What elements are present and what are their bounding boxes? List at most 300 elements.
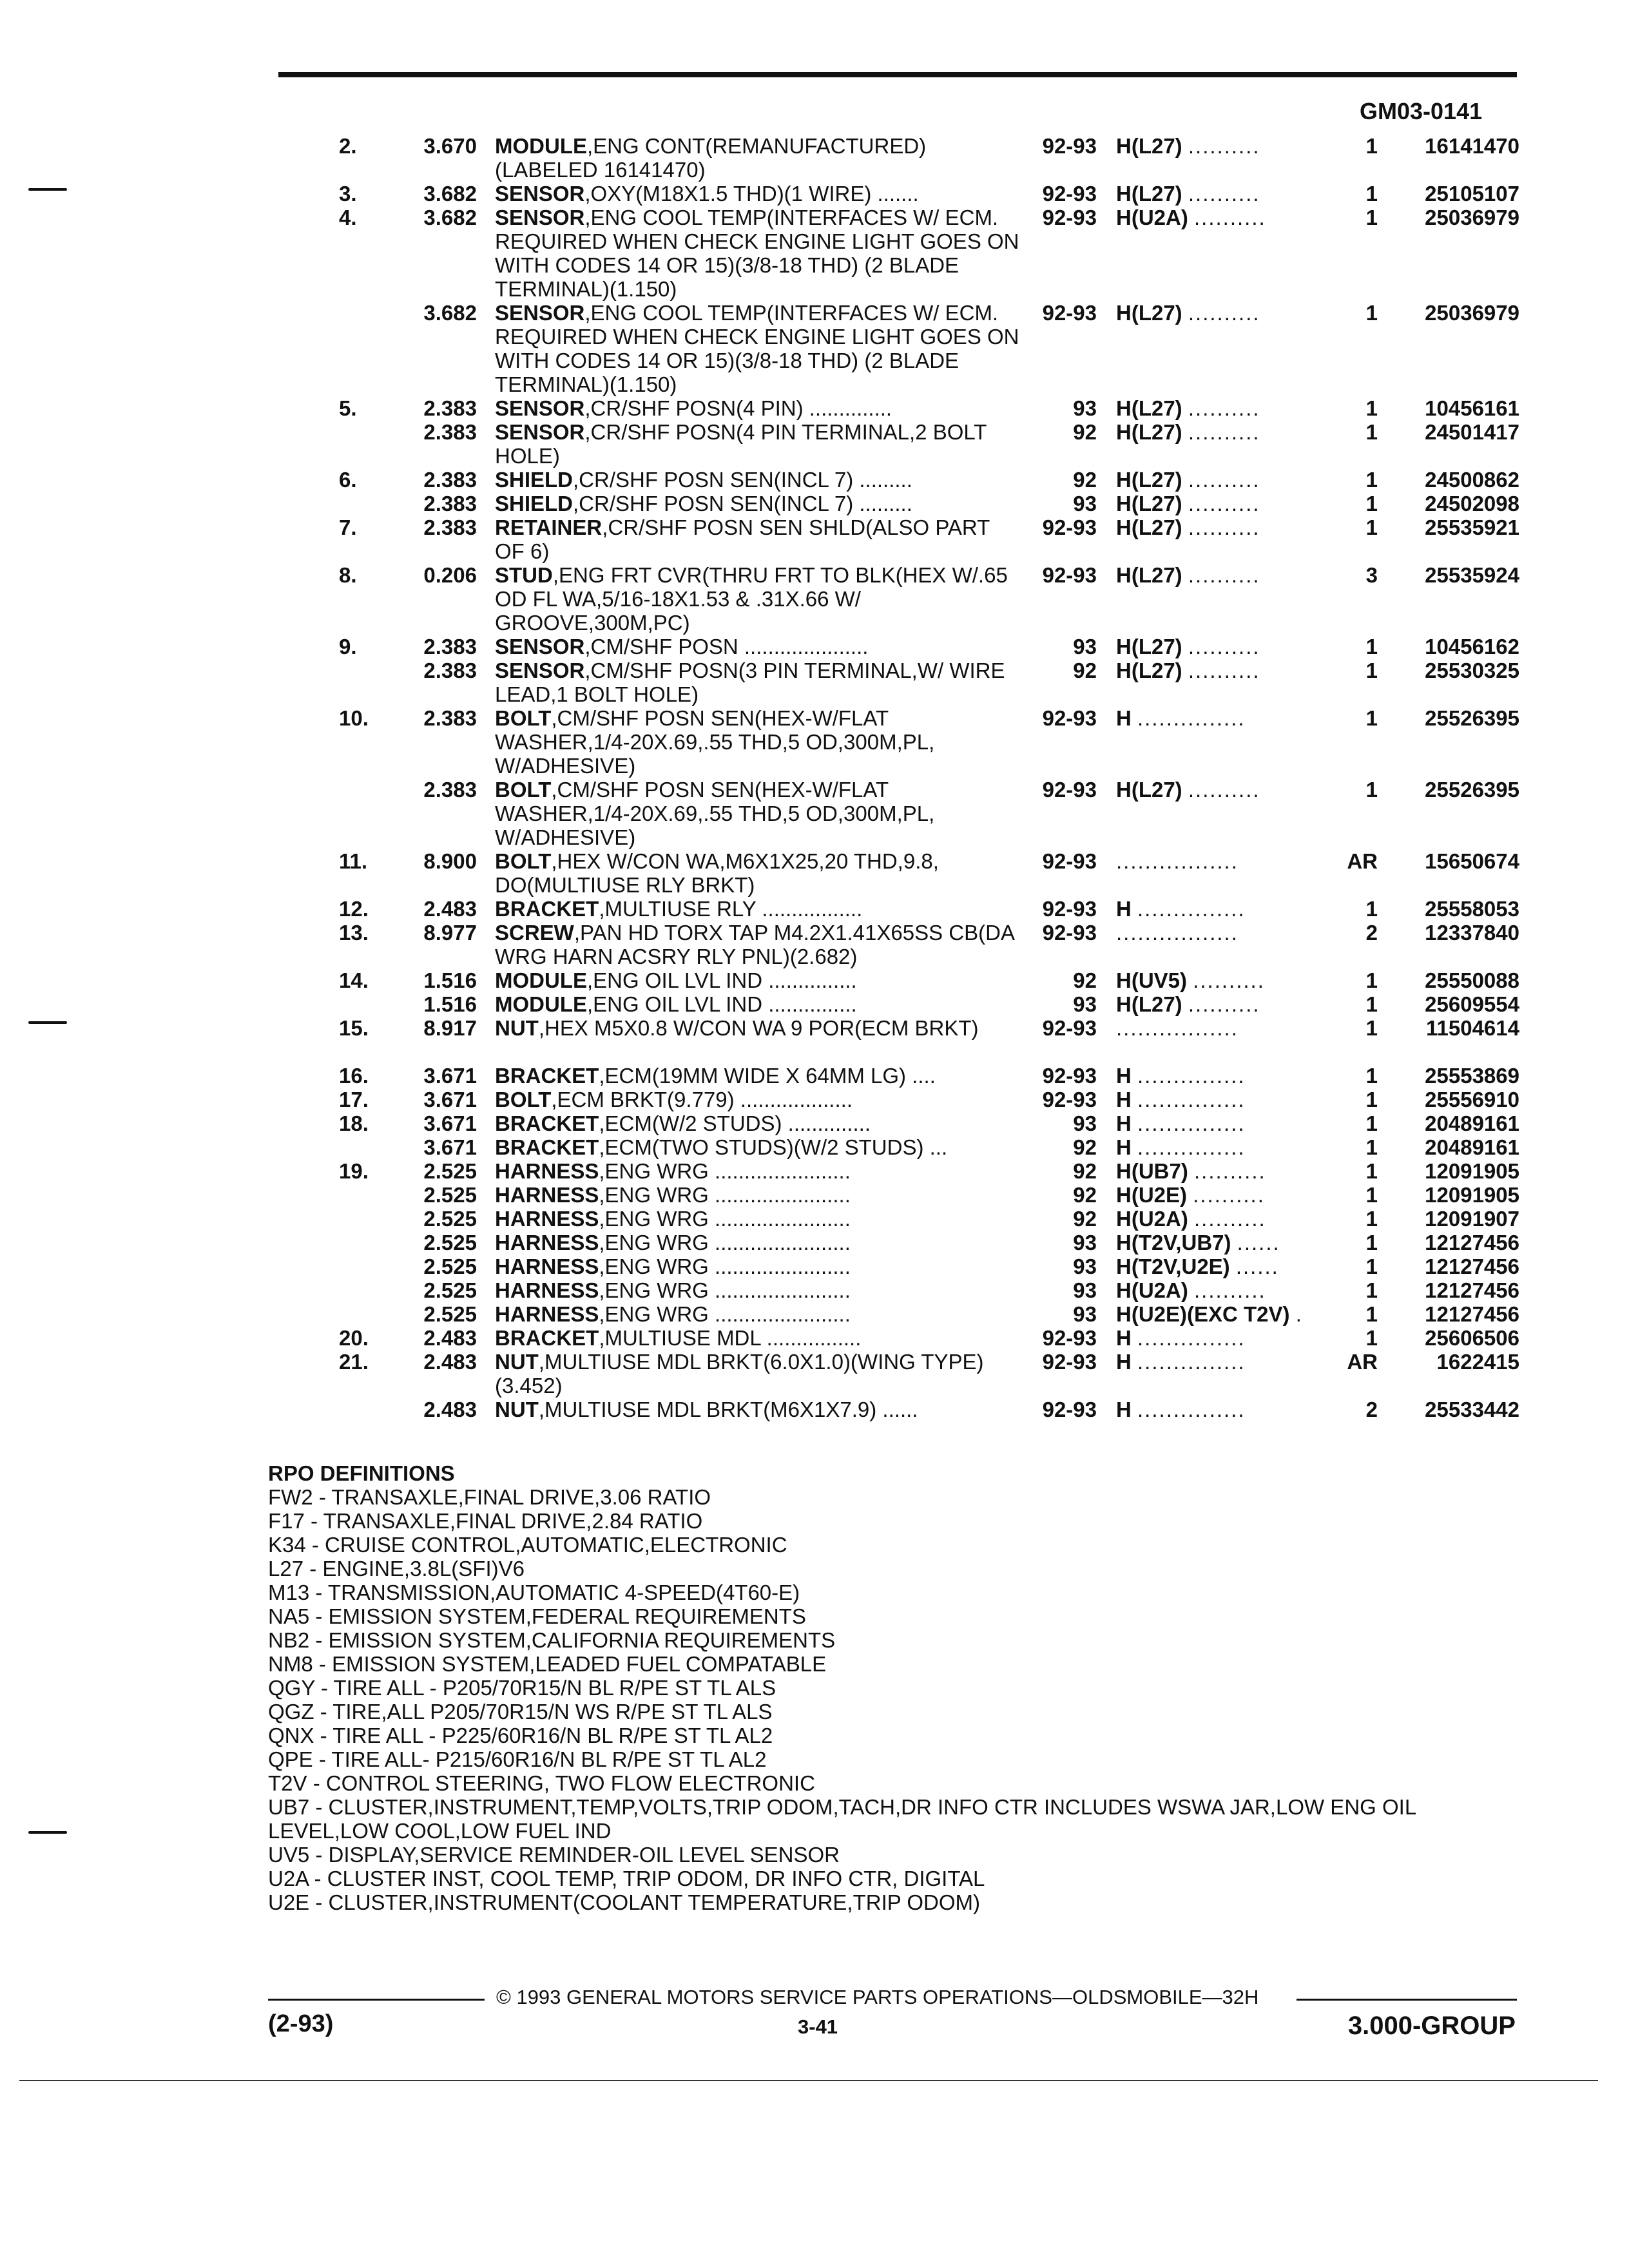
- part-name: BOLT: [495, 706, 552, 730]
- group-number: 2.525: [423, 1231, 477, 1254]
- rpo-definitions: [268, 1461, 1525, 1914]
- application: [1116, 897, 1246, 921]
- application: [1116, 515, 1260, 539]
- group-number: 2.383: [423, 706, 477, 730]
- leader-dots: ..........: [1188, 515, 1260, 539]
- part-name: HARNESS: [495, 1278, 599, 1302]
- application-code: H(T2V,UB7): [1116, 1231, 1231, 1254]
- ref-number: 13.: [339, 921, 369, 945]
- group-number: 2.383: [423, 635, 477, 658]
- part-description: [495, 420, 1023, 468]
- binder-mark: [28, 188, 67, 191]
- application-code: H(L27): [1116, 992, 1182, 1016]
- part-number: 25550088: [1425, 968, 1519, 992]
- application-code: H(L27): [1116, 396, 1182, 420]
- ref-number: 10.: [339, 706, 369, 730]
- part-name: SENSOR: [495, 658, 585, 682]
- rpo-item: NB2 - EMISSION SYSTEM,CALIFORNIA REQUIREMENTS: [268, 1628, 836, 1652]
- part-detail: ,CR/SHF POSN SEN SHLD(ALSO PART OF 6): [495, 515, 990, 563]
- model-years: 92-93: [1042, 301, 1097, 325]
- part-description: [495, 1254, 1023, 1278]
- part-number: 25609554: [1425, 992, 1519, 1016]
- application: [1116, 206, 1266, 229]
- part-number: 16141470: [1425, 134, 1519, 158]
- part-number: 1622415: [1436, 1350, 1519, 1374]
- part-row: [0, 301, 1629, 396]
- footer-date: (2-93): [268, 2010, 334, 2037]
- application: [1116, 1207, 1266, 1231]
- page-number: 3-41: [798, 2015, 838, 2038]
- part-name: BOLT: [495, 778, 552, 802]
- ref-number: 3.: [339, 182, 357, 206]
- model-years: 92: [1073, 1183, 1097, 1207]
- part-number: 25558053: [1425, 897, 1519, 921]
- part-name: NUT: [495, 1398, 539, 1421]
- part-detail: ,CM/SHF POSN(3 PIN TERMINAL,W/ WIRE LEAD,1 BOLT HOLE): [495, 658, 1005, 706]
- part-description: [495, 706, 1023, 778]
- model-years: 92: [1073, 658, 1097, 682]
- rpo-item: U2E - CLUSTER,INSTRUMENT(COOLANT TEMPERATURE,TRIP ODOM): [268, 1890, 980, 1914]
- footer-copyright: © 1993 GENERAL MOTORS SERVICE PARTS OPERATIONS—OLDSMOBILE—32H: [496, 1986, 1259, 2008]
- quantity: 2: [1365, 921, 1378, 945]
- quantity: 1: [1365, 182, 1378, 206]
- part-number: 25533442: [1425, 1398, 1519, 1421]
- model-years: 93: [1073, 1231, 1097, 1254]
- application: [1116, 968, 1265, 992]
- part-number: 20489161: [1425, 1135, 1519, 1159]
- application-code: H: [1116, 1398, 1132, 1421]
- part-number: 25530325: [1425, 658, 1519, 682]
- model-years: 92-93: [1042, 778, 1097, 802]
- quantity: 1: [1365, 492, 1378, 515]
- application-code: H(L27): [1116, 635, 1182, 658]
- model-years: 92-93: [1042, 1016, 1097, 1040]
- bottom-rule: [19, 2080, 1598, 2081]
- model-years: 93: [1073, 1302, 1097, 1326]
- rpo-item: FW2 - TRANSAXLE,FINAL DRIVE,3.06 RATIO: [268, 1485, 711, 1509]
- part-name: BRACKET: [495, 1111, 599, 1135]
- application: [1116, 1302, 1303, 1326]
- part-description: [495, 897, 1023, 921]
- part-description: [495, 1278, 1023, 1302]
- ref-number: 16.: [339, 1064, 369, 1088]
- leader-dots: ..........: [1188, 420, 1260, 444]
- application: [1116, 1135, 1246, 1159]
- group-number: 2.483: [423, 1398, 477, 1421]
- application: [1116, 658, 1260, 682]
- part-detail: ,ENG WRG .......................: [599, 1159, 851, 1183]
- leader-dots: ...............: [1137, 1088, 1246, 1111]
- application: [1116, 1231, 1280, 1254]
- model-years: 92-93: [1042, 921, 1097, 945]
- part-row: [0, 1064, 1629, 1088]
- part-row: [0, 1350, 1629, 1398]
- part-row: [0, 658, 1629, 706]
- part-detail: ,ENG WRG .......................: [599, 1254, 851, 1278]
- part-row: [0, 396, 1629, 420]
- part-description: [495, 1231, 1023, 1254]
- part-row: [0, 515, 1629, 563]
- model-years: 92-93: [1042, 515, 1097, 539]
- leader-dots: ..........: [1194, 1278, 1266, 1302]
- part-number: 25036979: [1425, 301, 1519, 325]
- part-row: [0, 206, 1629, 301]
- application: [1116, 468, 1260, 492]
- part-description: [495, 968, 1023, 992]
- quantity: 1: [1365, 301, 1378, 325]
- leader-dots: ..........: [1188, 992, 1260, 1016]
- model-years: 92-93: [1042, 182, 1097, 206]
- part-description: [495, 1064, 1023, 1088]
- part-number: 25526395: [1425, 778, 1519, 802]
- ref-number: 17.: [339, 1088, 369, 1111]
- part-name: NUT: [495, 1350, 539, 1374]
- quantity: 1: [1365, 706, 1378, 730]
- part-name: SENSOR: [495, 301, 585, 325]
- application-code: H(U2A): [1116, 1278, 1188, 1302]
- part-name: HARNESS: [495, 1183, 599, 1207]
- part-description: [495, 301, 1023, 396]
- model-years: 92-93: [1042, 563, 1097, 587]
- part-description: [495, 1159, 1023, 1183]
- part-detail: ,CM/SHF POSN .....................: [584, 635, 869, 658]
- leader-dots: .................: [1116, 921, 1239, 945]
- part-name: SENSOR: [495, 206, 585, 229]
- group-number: 3.682: [423, 301, 477, 325]
- model-years: 92-93: [1042, 206, 1097, 229]
- part-name: BOLT: [495, 849, 552, 873]
- application-code: H(U2E): [1116, 1183, 1188, 1207]
- part-description: [495, 1207, 1023, 1231]
- leader-dots: .: [1295, 1302, 1303, 1326]
- part-name: BRACKET: [495, 1064, 599, 1088]
- part-description: [495, 468, 1023, 492]
- part-name: MODULE: [495, 134, 587, 158]
- part-name: HARNESS: [495, 1207, 599, 1231]
- application: [1116, 134, 1260, 158]
- rpo-item: UV5 - DISPLAY,SERVICE REMINDER-OIL LEVEL SENSOR: [268, 1843, 840, 1867]
- model-years: 92: [1073, 1159, 1097, 1183]
- ref-number: 4.: [339, 206, 357, 229]
- part-number: 24502098: [1425, 492, 1519, 515]
- application-code: H: [1116, 1088, 1132, 1111]
- part-row: [0, 1135, 1629, 1159]
- leader-dots: ...............: [1137, 706, 1246, 730]
- group-number: 3.671: [423, 1135, 477, 1159]
- model-years: 92-93: [1042, 1064, 1097, 1088]
- leader-dots: .................: [1116, 1016, 1239, 1040]
- part-detail: ,ENG COOL TEMP(INTERFACES W/ ECM. REQUIRED WHEN CHECK ENGINE LIGHT GOES ON WITH CODES 14 OR 15)(3/8-18 THD) (2 BLADE TERMINAL)(1.150): [495, 206, 1019, 301]
- part-row: [0, 492, 1629, 515]
- model-years: 92-93: [1042, 706, 1097, 730]
- part-name: MODULE: [495, 968, 587, 992]
- leader-dots: ..........: [1188, 182, 1260, 206]
- quantity: 1: [1365, 468, 1378, 492]
- leader-dots: ..........: [1188, 492, 1260, 515]
- part-name: BRACKET: [495, 897, 599, 921]
- part-number: 12091907: [1425, 1207, 1519, 1231]
- application-code: H(L27): [1116, 563, 1182, 587]
- application: [1116, 563, 1260, 587]
- model-years: 92: [1073, 1207, 1097, 1231]
- quantity: 1: [1365, 635, 1378, 658]
- application: [1116, 1064, 1246, 1088]
- group-number: 3.682: [423, 182, 477, 206]
- part-detail: ,MULTIUSE MDL ................: [599, 1326, 862, 1350]
- leader-dots: ...............: [1137, 1398, 1246, 1421]
- part-detail: ,ENG FRT CVR(THRU FRT TO BLK(HEX W/.65 OD FL WA,5/16-18X1.53 & .31X.66 W/ GROOVE,300M,PC): [495, 563, 1008, 635]
- part-name: SENSOR: [495, 420, 585, 444]
- model-years: 92: [1073, 968, 1097, 992]
- part-number: 12127456: [1425, 1278, 1519, 1302]
- part-row: [0, 849, 1629, 897]
- group-number: 2.383: [423, 778, 477, 802]
- leader-dots: ..........: [1188, 658, 1260, 682]
- part-number: 25553869: [1425, 1064, 1519, 1088]
- application-code: H(L27): [1116, 658, 1182, 682]
- part-description: [495, 492, 1023, 515]
- ref-number: 15.: [339, 1016, 369, 1040]
- part-detail: ,CM/SHF POSN SEN(HEX-W/FLAT WASHER,1/4-20X.69,.55 THD,5 OD,300M,PL, W/ADHESIVE): [495, 706, 935, 778]
- quantity: 1: [1365, 658, 1378, 682]
- part-description: [495, 206, 1023, 301]
- part-name: HARNESS: [495, 1231, 599, 1254]
- ref-number: 6.: [339, 468, 357, 492]
- part-number: 25036979: [1425, 206, 1519, 229]
- quantity: 1: [1365, 968, 1378, 992]
- group-number: 3.671: [423, 1088, 477, 1111]
- rpo-item: NM8 - EMISSION SYSTEM,LEADED FUEL COMPATABLE: [268, 1652, 827, 1676]
- quantity: 1: [1365, 515, 1378, 539]
- part-name: SENSOR: [495, 182, 585, 206]
- rpo-item: U2A - CLUSTER INST, COOL TEMP, TRIP ODOM, DR INFO CTR, DIGITAL: [268, 1867, 985, 1890]
- application-code: H: [1116, 1350, 1132, 1374]
- rpo-item: NA5 - EMISSION SYSTEM,FEDERAL REQUIREMENTS: [268, 1604, 806, 1628]
- application-code: H(T2V,U2E): [1116, 1254, 1230, 1278]
- part-detail: ,CR/SHF POSN SEN(INCL 7) .........: [573, 468, 912, 492]
- group-number: 0.206: [423, 563, 477, 587]
- part-number: 25556910: [1425, 1088, 1519, 1111]
- application: [1116, 992, 1260, 1016]
- group-number: 2.483: [423, 1326, 477, 1350]
- part-row: [0, 1111, 1629, 1135]
- quantity: 1: [1365, 1088, 1378, 1111]
- part-description: [495, 658, 1023, 706]
- part-detail: ,CR/SHF POSN(4 PIN TERMINAL,2 BOLT HOLE): [495, 420, 987, 468]
- application: [1116, 301, 1260, 325]
- group-number: 2.383: [423, 468, 477, 492]
- part-row: [0, 1231, 1629, 1254]
- part-description: [495, 563, 1023, 635]
- quantity: 1: [1365, 396, 1378, 420]
- application: [1116, 1111, 1246, 1135]
- application-code: H(U2A): [1116, 206, 1188, 229]
- part-description: [495, 134, 1023, 182]
- model-years: 92: [1073, 468, 1097, 492]
- part-detail: ,ENG CONT(REMANUFACTURED) (LABELED 16141470): [495, 134, 927, 182]
- part-detail: ,ENG WRG .......................: [599, 1278, 851, 1302]
- model-years: 92-93: [1042, 1398, 1097, 1421]
- part-row: [0, 134, 1629, 182]
- leader-dots: ..........: [1188, 635, 1260, 658]
- quantity: 1: [1365, 206, 1378, 229]
- group-number: 2.525: [423, 1302, 477, 1326]
- part-number: 15650674: [1425, 849, 1519, 873]
- part-description: [495, 992, 1023, 1016]
- ref-number: 11.: [339, 849, 368, 873]
- group-number: 2.525: [423, 1183, 477, 1207]
- application-code: H(UB7): [1116, 1159, 1188, 1183]
- model-years: 93: [1073, 396, 1097, 420]
- group-number: 2.483: [423, 897, 477, 921]
- group-number: 2.525: [423, 1159, 477, 1183]
- application-code: H: [1116, 1064, 1132, 1088]
- ref-number: 7.: [339, 515, 357, 539]
- part-detail: ,ENG WRG .......................: [599, 1207, 851, 1231]
- application-code: H(L27): [1116, 492, 1182, 515]
- top-rule: [278, 72, 1517, 77]
- part-description: [495, 396, 1023, 420]
- part-description: [495, 1135, 1023, 1159]
- application: [1116, 420, 1260, 444]
- quantity: 1: [1365, 420, 1378, 444]
- quantity: 1: [1365, 1231, 1378, 1254]
- footer-rule-left: [268, 1999, 485, 2001]
- rpo-item: QPE - TIRE ALL- P215/60R16/N BL R/PE ST TL AL2: [268, 1747, 767, 1771]
- part-row: [0, 1254, 1629, 1278]
- parts-list: [0, 134, 1629, 1421]
- application: [1116, 1350, 1246, 1374]
- part-row: [0, 1326, 1629, 1350]
- group-number: 2.525: [423, 1207, 477, 1231]
- quantity: AR: [1347, 849, 1378, 873]
- group-number: 8.977: [423, 921, 477, 945]
- binder-mark: [28, 1021, 67, 1024]
- part-number: 12091905: [1425, 1159, 1519, 1183]
- part-name: SENSOR: [495, 396, 585, 420]
- leader-dots: ..........: [1188, 301, 1260, 325]
- leader-dots: ..........: [1188, 134, 1260, 158]
- model-years: 92-93: [1042, 1326, 1097, 1350]
- group-number: 8.917: [423, 1016, 477, 1040]
- quantity: 1: [1365, 1278, 1378, 1302]
- part-number: 12337840: [1425, 921, 1519, 945]
- rpo-item: F17 - TRANSAXLE,FINAL DRIVE,2.84 RATIO: [268, 1509, 703, 1533]
- part-number: 12127456: [1425, 1302, 1519, 1326]
- part-row: [0, 778, 1629, 849]
- application: [1116, 849, 1239, 873]
- quantity: 1: [1365, 1183, 1378, 1207]
- part-description: [495, 1111, 1023, 1135]
- part-number: 25105107: [1425, 182, 1519, 206]
- ref-number: 9.: [339, 635, 357, 658]
- rpo-item: M13 - TRANSMISSION,AUTOMATIC 4-SPEED(4T60-E): [268, 1581, 800, 1604]
- application-code: H(L27): [1116, 515, 1182, 539]
- rpo-item: T2V - CONTROL STEERING, TWO FLOW ELECTRONIC: [268, 1771, 815, 1795]
- part-row: [0, 992, 1629, 1016]
- part-number: 24501417: [1425, 420, 1519, 444]
- model-years: 93: [1073, 1111, 1097, 1135]
- part-description: [495, 778, 1023, 849]
- part-description: [495, 849, 1023, 897]
- part-number: 10456161: [1425, 396, 1519, 420]
- part-description: [495, 921, 1023, 968]
- part-row: [0, 1088, 1629, 1111]
- part-row: [0, 1183, 1629, 1207]
- leader-dots: ..........: [1194, 206, 1266, 229]
- group-number: 1.516: [423, 968, 477, 992]
- part-detail: ,CM/SHF POSN SEN(HEX-W/FLAT WASHER,1/4-20X.69,.55 THD,5 OD,300M,PL, W/ADHESIVE): [495, 778, 935, 849]
- leader-dots: ...............: [1137, 1064, 1246, 1088]
- rpo-item: QGY - TIRE ALL - P205/70R15/N BL R/PE ST TL ALS: [268, 1676, 776, 1700]
- part-row: [0, 635, 1629, 658]
- part-name: SCREW: [495, 921, 574, 945]
- part-detail: ,ENG WRG .......................: [599, 1231, 851, 1254]
- part-row: [0, 1016, 1629, 1064]
- group-number: 3.670: [423, 134, 477, 158]
- part-row: [0, 706, 1629, 778]
- part-row: [0, 182, 1629, 206]
- part-detail: ,MULTIUSE MDL BRKT(6.0X1.0)(WING TYPE)(3.452): [495, 1350, 984, 1398]
- model-years: 92-93: [1042, 849, 1097, 873]
- application: [1116, 1088, 1246, 1111]
- part-detail: ,CR/SHF POSN SEN(INCL 7) .........: [573, 492, 912, 515]
- part-detail: ,ENG OIL LVL IND ...............: [587, 968, 857, 992]
- part-detail: ,OXY(M18X1.5 THD)(1 WIRE) .......: [584, 182, 919, 206]
- leader-dots: ...............: [1137, 1111, 1246, 1135]
- application-code: H(L27): [1116, 134, 1182, 158]
- group-number: 2.383: [423, 492, 477, 515]
- part-name: NUT: [495, 1016, 539, 1040]
- part-detail: ,PAN HD TORX TAP M4.2X1.41X65SS CB(DA WRG HARN ACSRY RLY PNL)(2.682): [495, 921, 1014, 968]
- part-name: BRACKET: [495, 1326, 599, 1350]
- part-name: HARNESS: [495, 1302, 599, 1326]
- leader-dots: ..........: [1193, 1183, 1265, 1207]
- ref-number: 2.: [339, 134, 357, 158]
- part-name: SENSOR: [495, 635, 585, 658]
- part-name: STUD: [495, 563, 553, 587]
- part-detail: ,MULTIUSE RLY .................: [599, 897, 863, 921]
- part-name: HARNESS: [495, 1159, 599, 1183]
- part-number: 12091905: [1425, 1183, 1519, 1207]
- application-code: H(L27): [1116, 301, 1182, 325]
- model-years: 92: [1073, 420, 1097, 444]
- application: [1116, 1254, 1279, 1278]
- part-number: 12127456: [1425, 1254, 1519, 1278]
- quantity: 1: [1365, 778, 1378, 802]
- part-description: [495, 1183, 1023, 1207]
- application-code: H(L27): [1116, 778, 1182, 802]
- ref-number: 5.: [339, 396, 357, 420]
- leader-dots: ...............: [1137, 1350, 1246, 1374]
- part-row: [0, 897, 1629, 921]
- part-detail: ,ENG WRG .......................: [599, 1183, 851, 1207]
- quantity: 1: [1365, 1111, 1378, 1135]
- leader-dots: ...............: [1137, 1135, 1246, 1159]
- model-years: 92-93: [1042, 1350, 1097, 1374]
- application-code: H(L27): [1116, 468, 1182, 492]
- part-row: [0, 468, 1629, 492]
- model-years: 93: [1073, 1278, 1097, 1302]
- model-years: 92-93: [1042, 1088, 1097, 1111]
- part-detail: ,HEX M5X0.8 W/CON WA 9 POR(ECM BRKT): [538, 1016, 979, 1040]
- group-number: 2.383: [423, 658, 477, 682]
- quantity: AR: [1347, 1350, 1378, 1374]
- application: [1116, 1183, 1265, 1207]
- part-number: 12127456: [1425, 1231, 1519, 1254]
- part-detail: ,ECM BRKT(9.779) ...................: [551, 1088, 853, 1111]
- part-detail: ,ECM(TWO STUDS)(W/2 STUDS) ...: [599, 1135, 948, 1159]
